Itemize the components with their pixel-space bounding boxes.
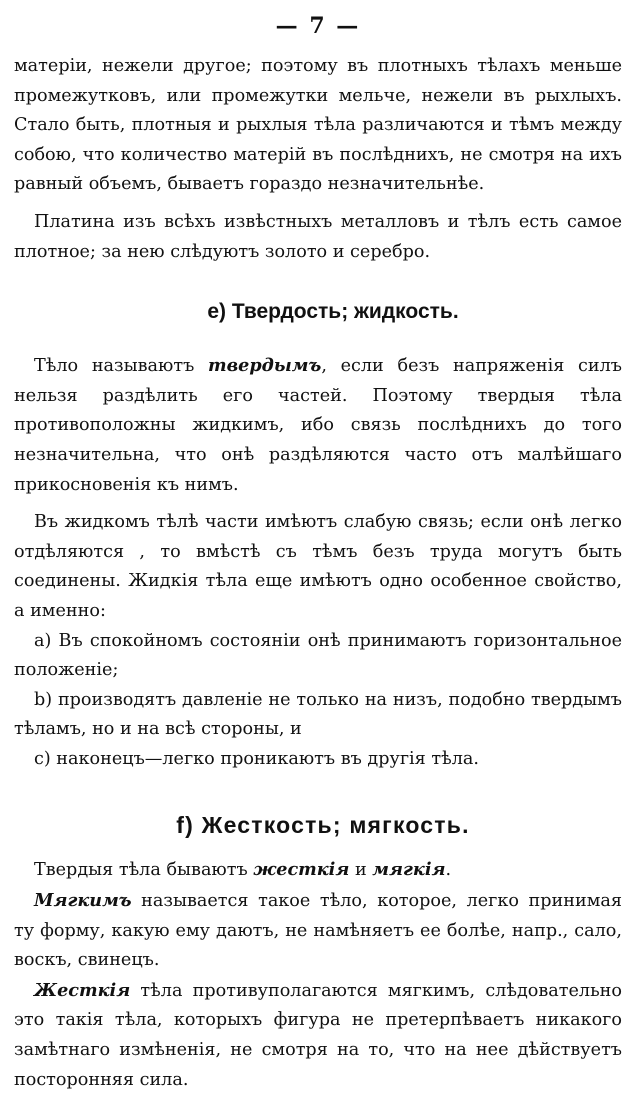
spacer xyxy=(14,200,622,208)
text-run: Тѣло называютъ xyxy=(34,356,208,377)
spacer xyxy=(14,500,622,508)
text-run: . xyxy=(445,860,452,881)
page-number: — 7 — xyxy=(275,13,361,39)
paragraph-hard-soft xyxy=(14,855,622,886)
term-solid: твердымъ xyxy=(207,355,322,377)
term-hard: жесткія xyxy=(253,859,350,881)
paragraph-hard-definition xyxy=(14,976,622,1095)
paragraph-solid-definition xyxy=(14,351,622,500)
text-run: и xyxy=(349,860,373,881)
paragraph-liquid-body: Въ жидкомъ тѣлѣ части имѣютъ слабую связь; если онѣ легко отдѣляются , то вмѣстѣ съ тѣмъ безъ труда могутъ быть соединены. Жидкія тѣла еще имѣютъ одно особенное свойство, а именно: xyxy=(14,512,622,621)
term-soft-body: Мягкимъ xyxy=(34,890,132,912)
paragraph-platinum: Платина изъ всѣхъ извѣстныхъ металловъ и тѣлъ есть самое плотное; за нею слѣдуютъ золото и серебро. xyxy=(14,211,622,262)
section-heading-solidity-liquidity: е) Твердость; жидкость. xyxy=(207,300,459,324)
paragraph-soft-definition xyxy=(14,886,622,976)
term-soft: мягкія xyxy=(372,859,446,881)
list-item-b: b) производятъ давленіе не только на низъ, подобно твердымъ тѣламъ, но и на всѣ стороны, и xyxy=(14,689,622,740)
section-heading-hardness-softness: f) Жесткость; мягкость. xyxy=(176,812,470,839)
list-item-a: а) Въ спокойномъ состояніи онѣ принимаютъ горизонтальное положеніе; xyxy=(14,630,622,681)
term-hard-bodies: Жесткія xyxy=(34,979,131,1001)
text-run: тѣла противуполагаются мягкимъ, слѣдовательно это такія тѣла, которыхъ фигура не претерпѣваетъ никакого замѣтнаго измѣненія, не смотря на то, что на нее дѣйствуетъ посторонняя сила. xyxy=(14,980,622,1090)
text-run: Твердыя тѣла бываютъ xyxy=(34,860,254,881)
list-item-c: c) наконецъ—легко проникаютъ въ другія тѣла. xyxy=(34,748,479,769)
text-run: называется такое тѣло, которое, легко принимая ту форму, какую ему даютъ, не намѣняетъ ее болѣе, напр., сало, воскъ, свинецъ. xyxy=(14,891,622,971)
text-run: , если безъ напряженія силъ нельзя раздѣлить его частей. Поэтому твердыя тѣла противоположны жидкимъ, ибо связь послѣднихъ до того незначительна, что онѣ раздѣляются часто отъ малѣйшаго прикосновенія къ нимъ. xyxy=(14,356,622,495)
paragraph-continuation: матеріи, нежели другое; поэтому въ плотныхъ тѣлахъ меньше промежутковъ, или промежутки мельче, нежели въ рыхлыхъ. Стало быть, плотныя и рыхлыя тѣла различаются и тѣмъ между собою, что количество матерій въ послѣднихъ, не смотря на ихъ равный объемъ, бываетъ гораздо незначительнѣе. xyxy=(14,56,622,195)
